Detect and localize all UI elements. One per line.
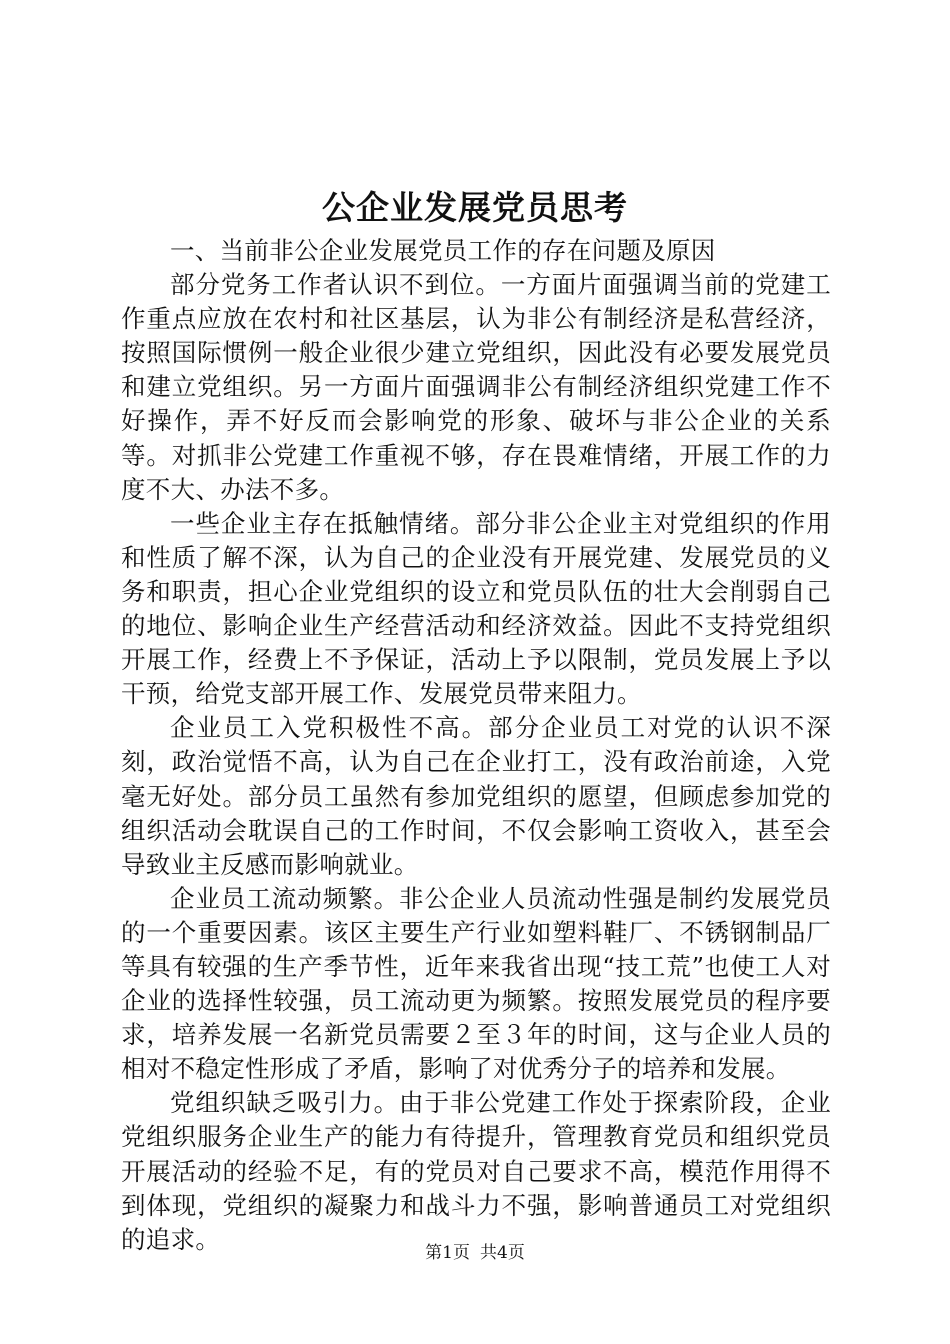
page-number: 第1页: [425, 1243, 470, 1263]
paragraph: 企业员工流动频繁。非公企业人员流动性强是制约发展党员的一个重要因素。该区主要生产行业如塑料鞋厂、不锈钢制品厂等具有较强的生产季节性，近年来我省出现“技工荒”也使工人对企业的选择性较强，员工流动更为频繁。按照发展党员的程序要求，培养发展一名新党员需要２至３年的时间，这与企业人员的相对不稳定性形成了矛盾，影响了对优秀分子的培养和发展。: [121, 883, 831, 1084]
page-title: 公企业发展党员思考: [322, 188, 628, 227]
paragraph: 党组织缺乏吸引力。由于非公党建工作处于探索阶段，企业党组织服务企业生产的能力有待提升，管理教育党员和组织党员开展活动的经验不足，有的党员对自己要求不高，模范作用得不到体现，党组织的凝聚力和战斗力不强，影响普通员工对党组织的追求。: [121, 1088, 831, 1254]
paragraph: 部分党务工作者认识不到位。一方面片面强调当前的党建工作重点应放在农村和社区基层，认为非公有制经济是私营经济，按照国际惯例一般企业很少建立党组织，因此没有必要发展党员和建立党组织。另一方面片面强调非公有制经济组织党建工作不好操作，弄不好反而会影响党的形象、破坏与非公企业的关系等。对抓非公党建工作重视不够，存在畏难情绪，开展工作的力度不大、办法不多。: [121, 270, 831, 504]
paragraph: 一些企业主存在抵触情绪。部分非公企业主对党组织的作用和性质了解不深，认为自己的企业没有开展党建、发展党员的义务和职责，担心企业党组织的设立和党员队伍的壮大会削弱自己的地位、影响企业生产经营活动和经济效益。因此不支持党组织开展工作，经费上不予保证，活动上予以限制，党员发展上予以干预，给党支部开展工作、发展党员带来阻力。: [121, 508, 831, 709]
page-total: 共4页: [480, 1243, 525, 1263]
document-body: [121, 234, 831, 1257]
paragraph: 企业员工入党积极性不高。部分企业员工对党的认识不深刻，政治觉悟不高，认为自己在企业打工，没有政治前途，入党毫无好处。部分员工虽然有参加党组织的愿望，但顾虑参加党的组织活动会耽误自己的工作时间，不仅会影响工资收入，甚至会导致业主反感而影响就业。: [121, 713, 831, 879]
page-footer: [0, 1241, 950, 1265]
section-heading: 一、当前非公企业发展党员工作的存在问题及原因: [170, 236, 716, 265]
